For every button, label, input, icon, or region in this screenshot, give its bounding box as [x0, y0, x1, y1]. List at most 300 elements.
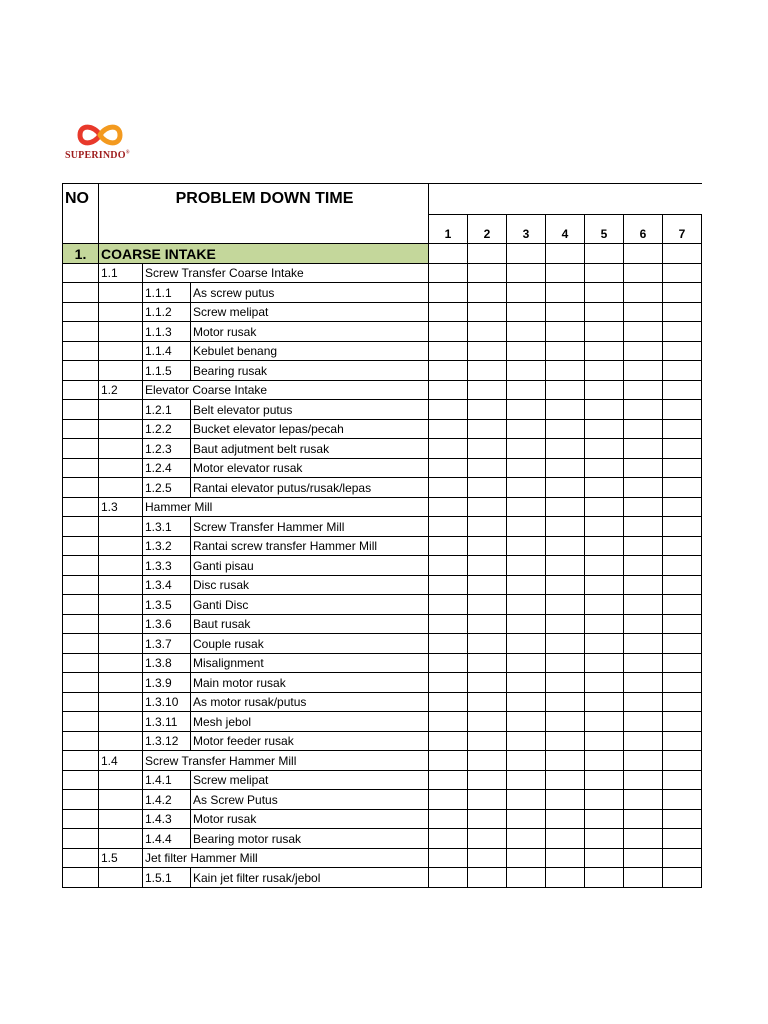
day-cell[interactable]: [663, 653, 702, 673]
day-cell[interactable]: [429, 868, 468, 888]
day-cell[interactable]: [585, 497, 624, 517]
day-cell[interactable]: [507, 770, 546, 790]
no-cell: [63, 829, 99, 849]
day-cell[interactable]: [468, 634, 507, 654]
day-cell[interactable]: [468, 653, 507, 673]
day-cell[interactable]: [624, 400, 663, 420]
day-cell[interactable]: [663, 692, 702, 712]
day-cell[interactable]: [429, 439, 468, 459]
section-day-cell[interactable]: [624, 244, 663, 264]
day-cell[interactable]: [663, 322, 702, 342]
day-cell[interactable]: [429, 478, 468, 498]
section-day-cell[interactable]: [663, 244, 702, 264]
item-code: 1.1.4: [143, 341, 191, 361]
day-cell[interactable]: [546, 263, 585, 283]
indent-cell: [99, 673, 143, 693]
day-cell[interactable]: [546, 829, 585, 849]
day-cell[interactable]: [663, 770, 702, 790]
day-cell[interactable]: [468, 770, 507, 790]
no-cell: [63, 302, 99, 322]
day-cell[interactable]: [546, 497, 585, 517]
day-cell[interactable]: [663, 751, 702, 771]
day-cell[interactable]: [429, 458, 468, 478]
day-cell[interactable]: [585, 712, 624, 732]
item-description: Disc rusak: [191, 575, 429, 595]
item-row: [63, 712, 702, 732]
day-cell[interactable]: [429, 400, 468, 420]
day-cell[interactable]: [624, 614, 663, 634]
day-cell[interactable]: [663, 302, 702, 322]
day-cell[interactable]: [429, 361, 468, 381]
day-cell[interactable]: [468, 283, 507, 303]
day-cell[interactable]: [507, 829, 546, 849]
item-code: 1.3.4: [143, 575, 191, 595]
day-cell[interactable]: [507, 302, 546, 322]
day-cell[interactable]: [585, 458, 624, 478]
day-cell[interactable]: [507, 595, 546, 615]
day-cell[interactable]: [507, 692, 546, 712]
day-cell[interactable]: [546, 653, 585, 673]
section-title: COARSE INTAKE: [99, 244, 429, 264]
day-cell[interactable]: [507, 439, 546, 459]
no-cell: [63, 848, 99, 868]
day-cell[interactable]: [624, 556, 663, 576]
day-cell[interactable]: [624, 731, 663, 751]
indent-cell: [99, 536, 143, 556]
day-cell[interactable]: [546, 517, 585, 537]
day-cell[interactable]: [546, 322, 585, 342]
day-cell[interactable]: [546, 575, 585, 595]
day-cell[interactable]: [585, 868, 624, 888]
day-cell[interactable]: [429, 341, 468, 361]
day-cell[interactable]: [663, 439, 702, 459]
item-description: Misalignment: [191, 653, 429, 673]
item-row: [63, 556, 702, 576]
day-cell[interactable]: [468, 556, 507, 576]
day-cell[interactable]: [663, 517, 702, 537]
day-cell[interactable]: [546, 751, 585, 771]
day-cell[interactable]: [468, 302, 507, 322]
day-cell[interactable]: [507, 790, 546, 810]
day-cell[interactable]: [585, 439, 624, 459]
item-code: 1.2.2: [143, 419, 191, 439]
indent-cell: [99, 478, 143, 498]
day-cell[interactable]: [507, 712, 546, 732]
indent-cell: [99, 283, 143, 303]
day-cell[interactable]: [585, 809, 624, 829]
day-cell[interactable]: [546, 283, 585, 303]
no-cell: [63, 536, 99, 556]
item-code: 1.3.5: [143, 595, 191, 615]
item-description: Bucket elevator lepas/pecah: [191, 419, 429, 439]
day-cell[interactable]: [546, 673, 585, 693]
day-cell[interactable]: [624, 868, 663, 888]
day-cell[interactable]: [624, 575, 663, 595]
day-cell[interactable]: [468, 829, 507, 849]
item-code: 1.3.9: [143, 673, 191, 693]
day-cell[interactable]: [624, 634, 663, 654]
day-cell[interactable]: [429, 829, 468, 849]
day-cell[interactable]: [546, 712, 585, 732]
day-cell[interactable]: [663, 712, 702, 732]
no-cell: [63, 361, 99, 381]
day-cell[interactable]: [429, 673, 468, 693]
item-code: 1.1.5: [143, 361, 191, 381]
day-cell[interactable]: [663, 634, 702, 654]
day-cell[interactable]: [429, 712, 468, 732]
day-cell[interactable]: [468, 848, 507, 868]
day-cell[interactable]: [507, 614, 546, 634]
item-description: Ganti pisau: [191, 556, 429, 576]
day-cell[interactable]: [429, 790, 468, 810]
day-cell[interactable]: [624, 829, 663, 849]
day-cell[interactable]: [507, 361, 546, 381]
day-cell[interactable]: [429, 322, 468, 342]
day-cell[interactable]: [507, 478, 546, 498]
day-cell[interactable]: [507, 868, 546, 888]
day-cell[interactable]: [546, 731, 585, 751]
day-cell[interactable]: [546, 614, 585, 634]
item-row: [63, 868, 702, 888]
day-cell[interactable]: [546, 400, 585, 420]
day-cell[interactable]: [429, 595, 468, 615]
section-number: 1.: [63, 244, 99, 264]
section-day-cell[interactable]: [468, 244, 507, 264]
subsection-name: Jet filter Hammer Mill: [143, 848, 429, 868]
item-row: [63, 536, 702, 556]
day-cell[interactable]: [585, 419, 624, 439]
day-cell[interactable]: [507, 263, 546, 283]
day-cell[interactable]: [507, 634, 546, 654]
day-cell[interactable]: [507, 400, 546, 420]
section-day-cell[interactable]: [507, 244, 546, 264]
day-cell[interactable]: [468, 868, 507, 888]
item-description: Motor rusak: [191, 809, 429, 829]
day-cell[interactable]: [663, 556, 702, 576]
day-cell[interactable]: [429, 517, 468, 537]
day-cell[interactable]: [468, 575, 507, 595]
day-cell[interactable]: [585, 341, 624, 361]
day-cell[interactable]: [585, 556, 624, 576]
day-cell[interactable]: [468, 380, 507, 400]
day-cell[interactable]: [663, 263, 702, 283]
item-description: Screw melipat: [191, 770, 429, 790]
day-cell[interactable]: [624, 380, 663, 400]
day-cell[interactable]: [429, 634, 468, 654]
day-cell[interactable]: [585, 517, 624, 537]
day-cell[interactable]: [546, 790, 585, 810]
day-cell[interactable]: [585, 400, 624, 420]
item-description: Baut adjutment belt rusak: [191, 439, 429, 459]
day-cell[interactable]: [624, 595, 663, 615]
day-cell[interactable]: [624, 497, 663, 517]
day-cell[interactable]: [546, 770, 585, 790]
subsection-code: 1.3: [99, 497, 143, 517]
day-cell[interactable]: [546, 361, 585, 381]
day-cell[interactable]: [624, 341, 663, 361]
day-cell[interactable]: [663, 614, 702, 634]
day-cell[interactable]: [663, 341, 702, 361]
indent-cell: [99, 829, 143, 849]
day-cell[interactable]: [624, 361, 663, 381]
day-cell[interactable]: [624, 809, 663, 829]
day-cell[interactable]: [507, 848, 546, 868]
no-cell: [63, 400, 99, 420]
day-cell[interactable]: [585, 614, 624, 634]
item-row: [63, 439, 702, 459]
day-cell[interactable]: [585, 653, 624, 673]
day-cell[interactable]: [468, 458, 507, 478]
day-cell[interactable]: [624, 712, 663, 732]
day-cell[interactable]: [468, 341, 507, 361]
day-cell[interactable]: [546, 848, 585, 868]
day-cell[interactable]: [507, 283, 546, 303]
day-cell[interactable]: [546, 595, 585, 615]
day-cell[interactable]: [507, 497, 546, 517]
day-cell[interactable]: [624, 848, 663, 868]
section-day-cell[interactable]: [585, 244, 624, 264]
column-header-7: 7: [663, 215, 702, 244]
day-cell[interactable]: [663, 731, 702, 751]
item-row: [63, 809, 702, 829]
day-cell[interactable]: [468, 400, 507, 420]
day-cell[interactable]: [663, 419, 702, 439]
day-cell[interactable]: [468, 751, 507, 771]
item-code: 1.1.3: [143, 322, 191, 342]
subsection-name: Screw Transfer Hammer Mill: [143, 751, 429, 771]
day-cell[interactable]: [585, 380, 624, 400]
day-cell[interactable]: [546, 341, 585, 361]
section-row: [63, 244, 702, 264]
day-cell[interactable]: [585, 302, 624, 322]
day-cell[interactable]: [429, 419, 468, 439]
day-cell[interactable]: [468, 478, 507, 498]
day-cell[interactable]: [624, 283, 663, 303]
day-cell[interactable]: [585, 595, 624, 615]
section-day-cell[interactable]: [546, 244, 585, 264]
day-cell[interactable]: [585, 751, 624, 771]
item-description: Screw Transfer Hammer Mill: [191, 517, 429, 537]
day-cell[interactable]: [585, 790, 624, 810]
no-cell: [63, 263, 99, 283]
day-cell[interactable]: [624, 517, 663, 537]
item-description: Bearing rusak: [191, 361, 429, 381]
item-row: [63, 731, 702, 751]
day-cell[interactable]: [507, 380, 546, 400]
subsection-code: 1.5: [99, 848, 143, 868]
day-cell[interactable]: [663, 283, 702, 303]
day-cell[interactable]: [429, 497, 468, 517]
day-cell[interactable]: [663, 458, 702, 478]
subsection-name: Screw Transfer Coarse Intake: [143, 263, 429, 283]
day-cell[interactable]: [624, 692, 663, 712]
day-cell[interactable]: [585, 263, 624, 283]
day-cell[interactable]: [429, 536, 468, 556]
day-cell[interactable]: [624, 263, 663, 283]
day-cell[interactable]: [546, 458, 585, 478]
day-cell[interactable]: [507, 517, 546, 537]
day-cell[interactable]: [663, 380, 702, 400]
day-cell[interactable]: [468, 322, 507, 342]
day-cell[interactable]: [429, 614, 468, 634]
item-description: Couple rusak: [191, 634, 429, 654]
day-cell[interactable]: [468, 614, 507, 634]
day-cell[interactable]: [546, 634, 585, 654]
day-cell[interactable]: [585, 478, 624, 498]
day-cell[interactable]: [507, 556, 546, 576]
day-cell[interactable]: [429, 692, 468, 712]
day-cell[interactable]: [546, 556, 585, 576]
day-cell[interactable]: [624, 302, 663, 322]
day-cell[interactable]: [468, 809, 507, 829]
day-cell[interactable]: [624, 653, 663, 673]
section-day-cell[interactable]: [429, 244, 468, 264]
day-cell[interactable]: [663, 790, 702, 810]
item-code: 1.4.3: [143, 809, 191, 829]
day-cell[interactable]: [468, 790, 507, 810]
item-row: [63, 790, 702, 810]
subsection-row: [63, 380, 702, 400]
day-cell[interactable]: [585, 731, 624, 751]
day-cell[interactable]: [585, 361, 624, 381]
day-cell[interactable]: [468, 419, 507, 439]
day-cell[interactable]: [507, 673, 546, 693]
day-cell[interactable]: [468, 361, 507, 381]
day-cell[interactable]: [507, 341, 546, 361]
day-cell[interactable]: [585, 283, 624, 303]
day-cell[interactable]: [429, 575, 468, 595]
day-cell[interactable]: [624, 322, 663, 342]
day-cell[interactable]: [429, 380, 468, 400]
item-code: 1.3.12: [143, 731, 191, 751]
day-cell[interactable]: [429, 751, 468, 771]
day-cell[interactable]: [468, 536, 507, 556]
day-cell[interactable]: [429, 770, 468, 790]
day-cell[interactable]: [429, 731, 468, 751]
day-cell[interactable]: [663, 595, 702, 615]
day-cell[interactable]: [468, 263, 507, 283]
item-code: 1.1.2: [143, 302, 191, 322]
day-cell[interactable]: [546, 692, 585, 712]
day-cell[interactable]: [546, 419, 585, 439]
day-cell[interactable]: [585, 829, 624, 849]
no-cell: [63, 575, 99, 595]
day-cell[interactable]: [585, 634, 624, 654]
no-cell: [63, 517, 99, 537]
day-cell[interactable]: [624, 536, 663, 556]
day-cell[interactable]: [663, 829, 702, 849]
day-cell[interactable]: [585, 692, 624, 712]
day-cell[interactable]: [468, 712, 507, 732]
day-cell[interactable]: [663, 868, 702, 888]
day-cell[interactable]: [468, 692, 507, 712]
day-cell[interactable]: [429, 653, 468, 673]
day-cell[interactable]: [507, 536, 546, 556]
no-cell: [63, 634, 99, 654]
item-code: 1.4.4: [143, 829, 191, 849]
item-row: [63, 829, 702, 849]
day-cell[interactable]: [546, 380, 585, 400]
indent-cell: [99, 322, 143, 342]
no-cell: [63, 770, 99, 790]
day-cell[interactable]: [624, 751, 663, 771]
day-cell[interactable]: [429, 283, 468, 303]
day-cell[interactable]: [546, 868, 585, 888]
day-cell[interactable]: [624, 439, 663, 459]
column-header-3: 3: [507, 215, 546, 244]
day-cell[interactable]: [663, 575, 702, 595]
day-cell[interactable]: [624, 478, 663, 498]
no-cell: [63, 380, 99, 400]
day-cell[interactable]: [663, 497, 702, 517]
day-cell[interactable]: [663, 848, 702, 868]
day-cell[interactable]: [624, 673, 663, 693]
day-cell[interactable]: [468, 497, 507, 517]
day-cell[interactable]: [624, 419, 663, 439]
day-cell[interactable]: [663, 673, 702, 693]
day-cell[interactable]: [585, 673, 624, 693]
column-header-5: 5: [585, 215, 624, 244]
day-cell[interactable]: [507, 419, 546, 439]
day-cell[interactable]: [507, 322, 546, 342]
day-cell[interactable]: [507, 731, 546, 751]
day-cell[interactable]: [663, 809, 702, 829]
indent-cell: [99, 712, 143, 732]
day-cell[interactable]: [624, 770, 663, 790]
day-cell[interactable]: [663, 478, 702, 498]
day-cell[interactable]: [507, 653, 546, 673]
day-cell[interactable]: [624, 790, 663, 810]
day-cell[interactable]: [585, 322, 624, 342]
day-cell[interactable]: [585, 536, 624, 556]
item-description: Kain jet filter rusak/jebol: [191, 868, 429, 888]
indent-cell: [99, 575, 143, 595]
day-cell[interactable]: [663, 536, 702, 556]
item-row: [63, 283, 702, 303]
indent-cell: [99, 634, 143, 654]
day-cell[interactable]: [585, 575, 624, 595]
day-cell[interactable]: [507, 458, 546, 478]
day-cell[interactable]: [429, 263, 468, 283]
day-cell[interactable]: [468, 439, 507, 459]
subsection-row: [63, 848, 702, 868]
item-description: Screw melipat: [191, 302, 429, 322]
day-cell[interactable]: [624, 458, 663, 478]
day-cell[interactable]: [468, 517, 507, 537]
day-cell[interactable]: [507, 751, 546, 771]
day-cell[interactable]: [429, 809, 468, 829]
day-cell[interactable]: [585, 848, 624, 868]
day-cell[interactable]: [546, 809, 585, 829]
day-cell[interactable]: [663, 400, 702, 420]
day-cell[interactable]: [468, 731, 507, 751]
day-cell[interactable]: [546, 439, 585, 459]
day-cell[interactable]: [429, 302, 468, 322]
day-cell[interactable]: [585, 770, 624, 790]
indent-cell: [99, 400, 143, 420]
day-cell[interactable]: [546, 302, 585, 322]
item-row: [63, 673, 702, 693]
day-cell[interactable]: [546, 478, 585, 498]
day-cell[interactable]: [468, 673, 507, 693]
day-cell[interactable]: [429, 848, 468, 868]
day-cell[interactable]: [663, 361, 702, 381]
day-cell[interactable]: [429, 556, 468, 576]
day-cell[interactable]: [507, 809, 546, 829]
day-cell[interactable]: [468, 595, 507, 615]
day-cell[interactable]: [546, 536, 585, 556]
day-cell[interactable]: [507, 575, 546, 595]
